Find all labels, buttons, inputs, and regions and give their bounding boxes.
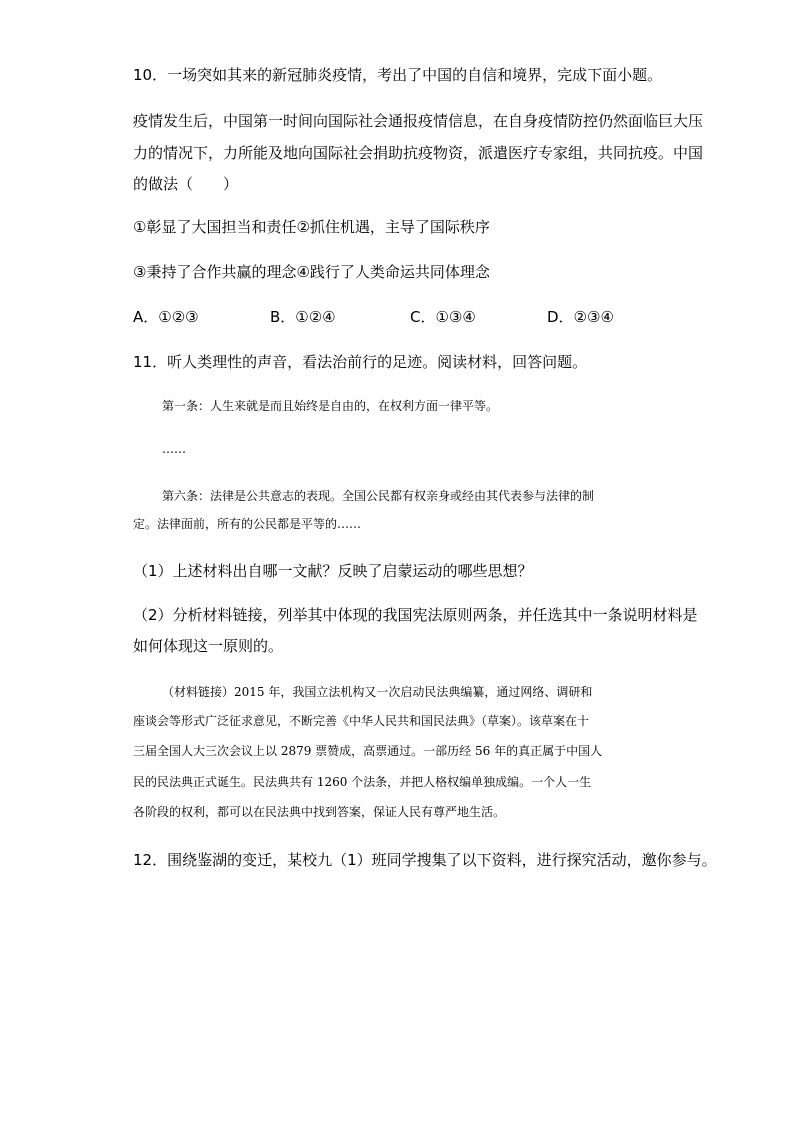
q10-stem-line-3: 的做法（ ） <box>133 175 239 193</box>
q10-stem-line-1: 疫情发生后，中国第一时间向国际社会通报疫情信息，在自身疫情防控仍然面临巨大压 <box>133 112 704 130</box>
q11-sub-question-1: （1）上述材料出自哪一文献？反映了启蒙运动的哪些思想？ <box>133 562 533 580</box>
q11-link-line-1: （材料链接）2015 年，我国立法机构又一次启动民法典编纂，通过网络、调研和 <box>162 685 593 699</box>
q11-link-line-4: 民的民法典正式诞生。民法典共有 1260 个法条，并把人格权编单独成编。一个人一生 <box>133 775 592 789</box>
q11-title: 11．听人类理性的声音，看法治前行的足迹。阅读材料，回答问题。 <box>133 353 588 371</box>
q11-sub-question-2-line-1: （2）分析材料链接，列举其中体现的我国宪法原则两条，并任选其中一条说明材料是 <box>133 606 698 624</box>
q11-article-6-line-1: 第六条：法律是公共意志的表现。全国公民都有权亲身或经由其代表参与法律的制 <box>162 489 595 503</box>
q11-link-line-3: 三届全国人大三次会议上以 2879 票赞成，高票通过。一部历经 56 年的真正属于中国人 <box>133 744 603 758</box>
q11-link-line-5: 各阶段的权利，都可以在民法典中找到答案，保证人民有尊严地生活。 <box>133 805 506 819</box>
q10-stem-line-2: 力的情况下，力所能及地向国际社会捐助抗疫物资，派遣医疗专家组，共同抗疫。中国 <box>133 144 704 162</box>
q11-article-1: 第一条：人生来就是而且始终是自由的，在权利方面一律平等。 <box>162 399 499 413</box>
q10-option-a: A．①②③ <box>133 308 199 326</box>
q11-sub-question-2-line-2: 如何体现这一原则的。 <box>133 637 284 655</box>
q11-ellipsis: …… <box>162 442 186 456</box>
q10-title: 10．一场突如其来的新冠肺炎疫情，考出了中国的自信和境界，完成下面小题。 <box>133 66 663 84</box>
q10-statement-2: ③秉持了合作共赢的理念④践行了人类命运共同体理念 <box>133 263 490 281</box>
q10-option-c: C．①③④ <box>410 308 476 326</box>
q10-option-b: B．①②④ <box>270 308 336 326</box>
q10-statement-1: ①彰显了大国担当和责任②抓住机遇，主导了国际秩序 <box>133 218 490 236</box>
q11-article-6-line-2: 定。法律面前，所有的公民都是平等的…… <box>133 517 362 531</box>
q10-option-d: D．②③④ <box>547 308 614 326</box>
q12-title: 12．围绕鉴湖的变迁，某校九（1）班同学搜集了以下资料，进行探究活动，邀你参与。 <box>133 851 717 869</box>
q11-link-line-2: 座谈会等形式广泛征求意见，不断完善《中华人民共和国民法典》（草案）。该草案在十 <box>133 714 590 728</box>
